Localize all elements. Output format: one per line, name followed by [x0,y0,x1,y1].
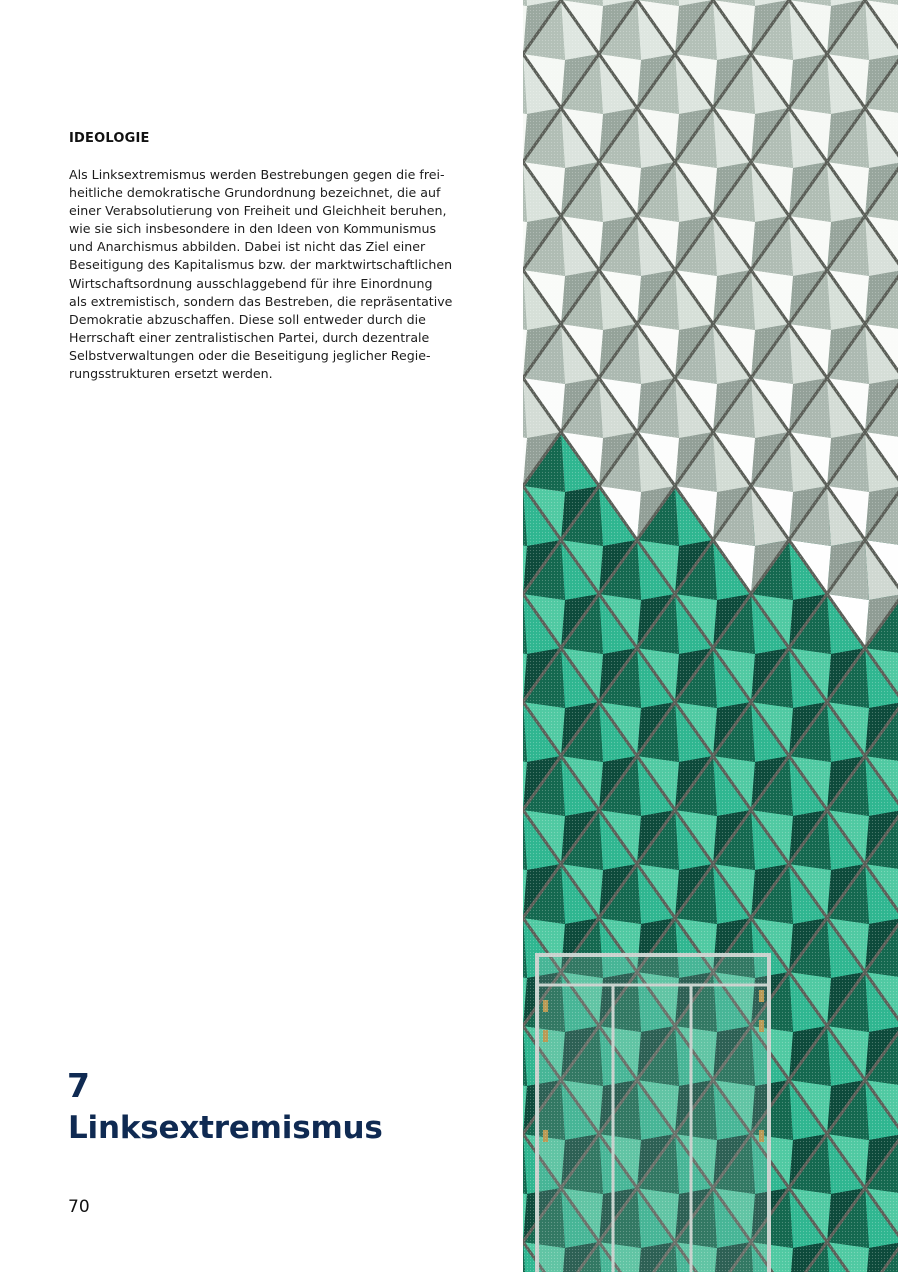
page-number: 70 [68,1197,90,1217]
paragraph-line: und Anarchismus abbilden. Dabei ist nicht das Ziel einer [69,239,426,255]
chapter-number: 7 [67,1066,90,1105]
paragraph-line: wie sie sich insbesondere in den Ideen von Kommunismus [69,221,437,237]
paragraph-line: heitliche demokratische Grundordnung bezeichnet, die auf [69,185,441,201]
paragraph-line: Herrschaft einer zentralistischen Partei, durch dezentrale [69,329,430,345]
paragraph-line: rungsstrukturen ersetzt werden. [69,366,273,382]
body-paragraph [69,166,454,383]
paragraph-line: Demokratie abzuschaffen. Diese soll entweder durch die [69,311,426,327]
paragraph-line: als extremistisch, sondern das Bestreben, die repräsentative [69,293,453,309]
paragraph-line: einer Verabsolutierung von Freiheit und Gleichheit beruhen, [69,203,447,219]
section-heading: IDEOLOGIE [69,131,150,146]
facade-illustration [523,0,898,1272]
chapter-title: Linksextremismus [68,1110,383,1146]
facade-photo [523,0,898,1272]
paragraph-line: Als Linksextremismus werden Bestrebungen gegen die frei- [69,167,445,182]
paragraph-line: Wirtschaftsordnung ausschlaggebend für ihre Einordnung [69,275,433,291]
paragraph-line: Beseitigung des Kapitalismus bzw. der marktwirtschaftlichen [69,257,453,273]
paragraph-line: Selbstverwaltungen oder die Beseitigung jeglicher Regie- [69,347,431,363]
